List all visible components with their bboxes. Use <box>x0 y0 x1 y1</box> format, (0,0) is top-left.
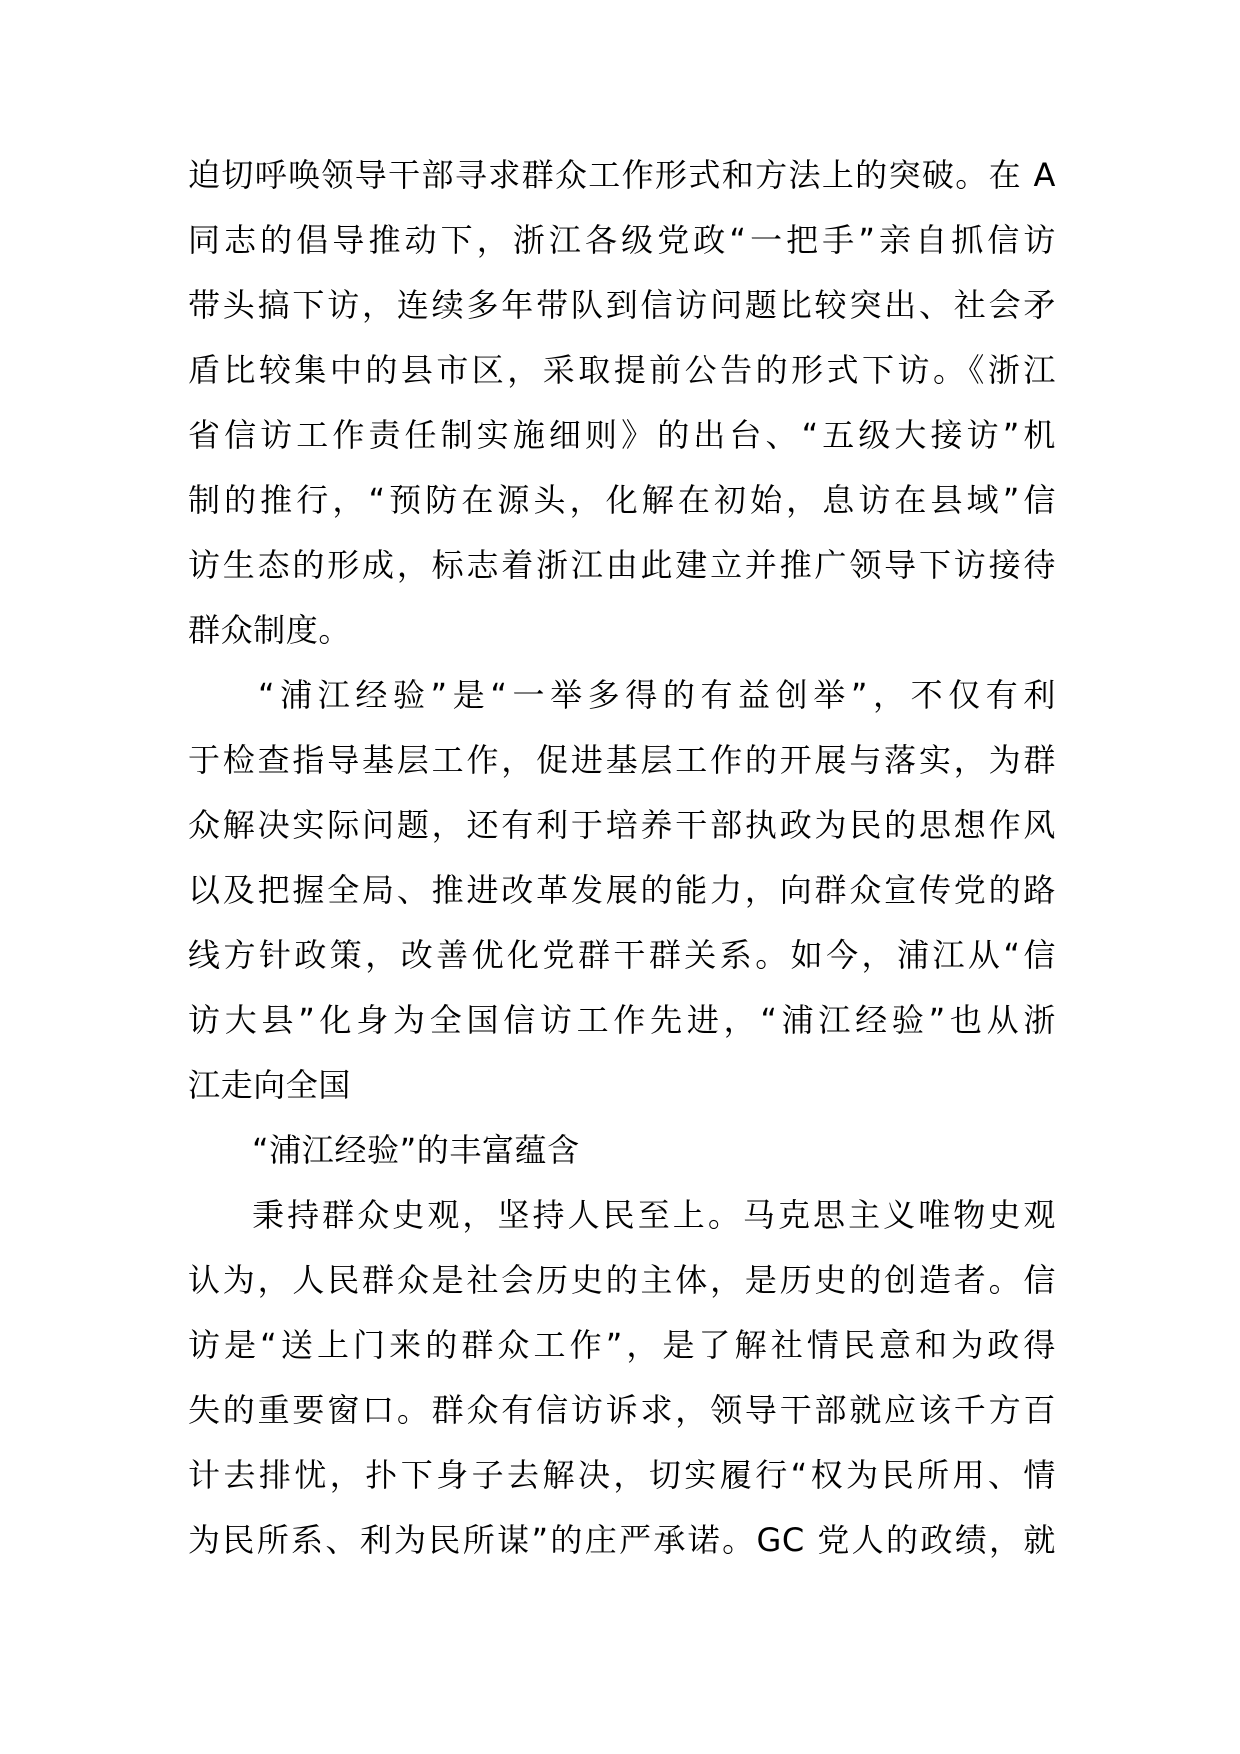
text-line: 以及把握全局、推进改革发展的能力，向群众宣传党的路 <box>188 871 1056 909</box>
section-heading: “浦江经验”的丰富蕴含 <box>252 1131 580 1169</box>
text-line: 为民所系、利为民所谋”的庄严承诺。GC 党人的政绩，就 <box>188 1521 1056 1559</box>
text-line: 省信访工作责任制实施细则》的出台、“五级大接访”机 <box>188 416 1056 454</box>
text-line: 盾比较集中的县市区，采取提前公告的形式下访。《浙江 <box>188 351 1056 389</box>
document-body <box>188 143 1056 1573</box>
text-line: 访是“送上门来的群众工作”，是了解社情民意和为政得 <box>188 1326 1056 1364</box>
text-line: 同志的倡导推动下，浙江各级党政“一把手”亲自抓信访 <box>188 221 1056 259</box>
text-line: 迫切呼唤领导干部寻求群众工作形式和方法上的突破。在 A <box>188 156 1056 194</box>
text-line: 访生态的形成，标志着浙江由此建立并推广领导下访接待 <box>188 546 1056 584</box>
text-line: 线方针政策，改善优化党群干群关系。如今，浦江从“信 <box>188 936 1056 974</box>
text-line: 计去排忧，扑下身子去解决，切实履行“权为民所用、情 <box>188 1456 1056 1494</box>
text-line: 制的推行，“预防在源头，化解在初始，息访在县域”信 <box>188 481 1056 519</box>
text-line: 访大县”化身为全国信访工作先进，“浦江经验”也从浙 <box>188 1001 1056 1039</box>
paragraph-first-line: “浦江经验”是“一举多得的有益创举”，不仅有利 <box>258 676 1056 714</box>
text-line: 失的重要窗口。群众有信访诉求，领导干部就应该千方百 <box>188 1391 1056 1429</box>
text-line: 江走向全国 <box>188 1066 352 1104</box>
paragraph-first-line: 秉持群众史观，坚持人民至上。马克思主义唯物史观 <box>252 1196 1056 1234</box>
text-line: 于检查指导基层工作，促进基层工作的开展与落实，为群 <box>188 741 1056 779</box>
text-line: 认为，人民群众是社会历史的主体，是历史的创造者。信 <box>188 1261 1056 1299</box>
text-line: 群众制度。 <box>188 611 352 649</box>
text-line: 众解决实际问题，还有利于培养干部执政为民的思想作风 <box>188 806 1056 844</box>
text-line: 带头搞下访，连续多年带队到信访问题比较突出、社会矛 <box>188 286 1056 324</box>
